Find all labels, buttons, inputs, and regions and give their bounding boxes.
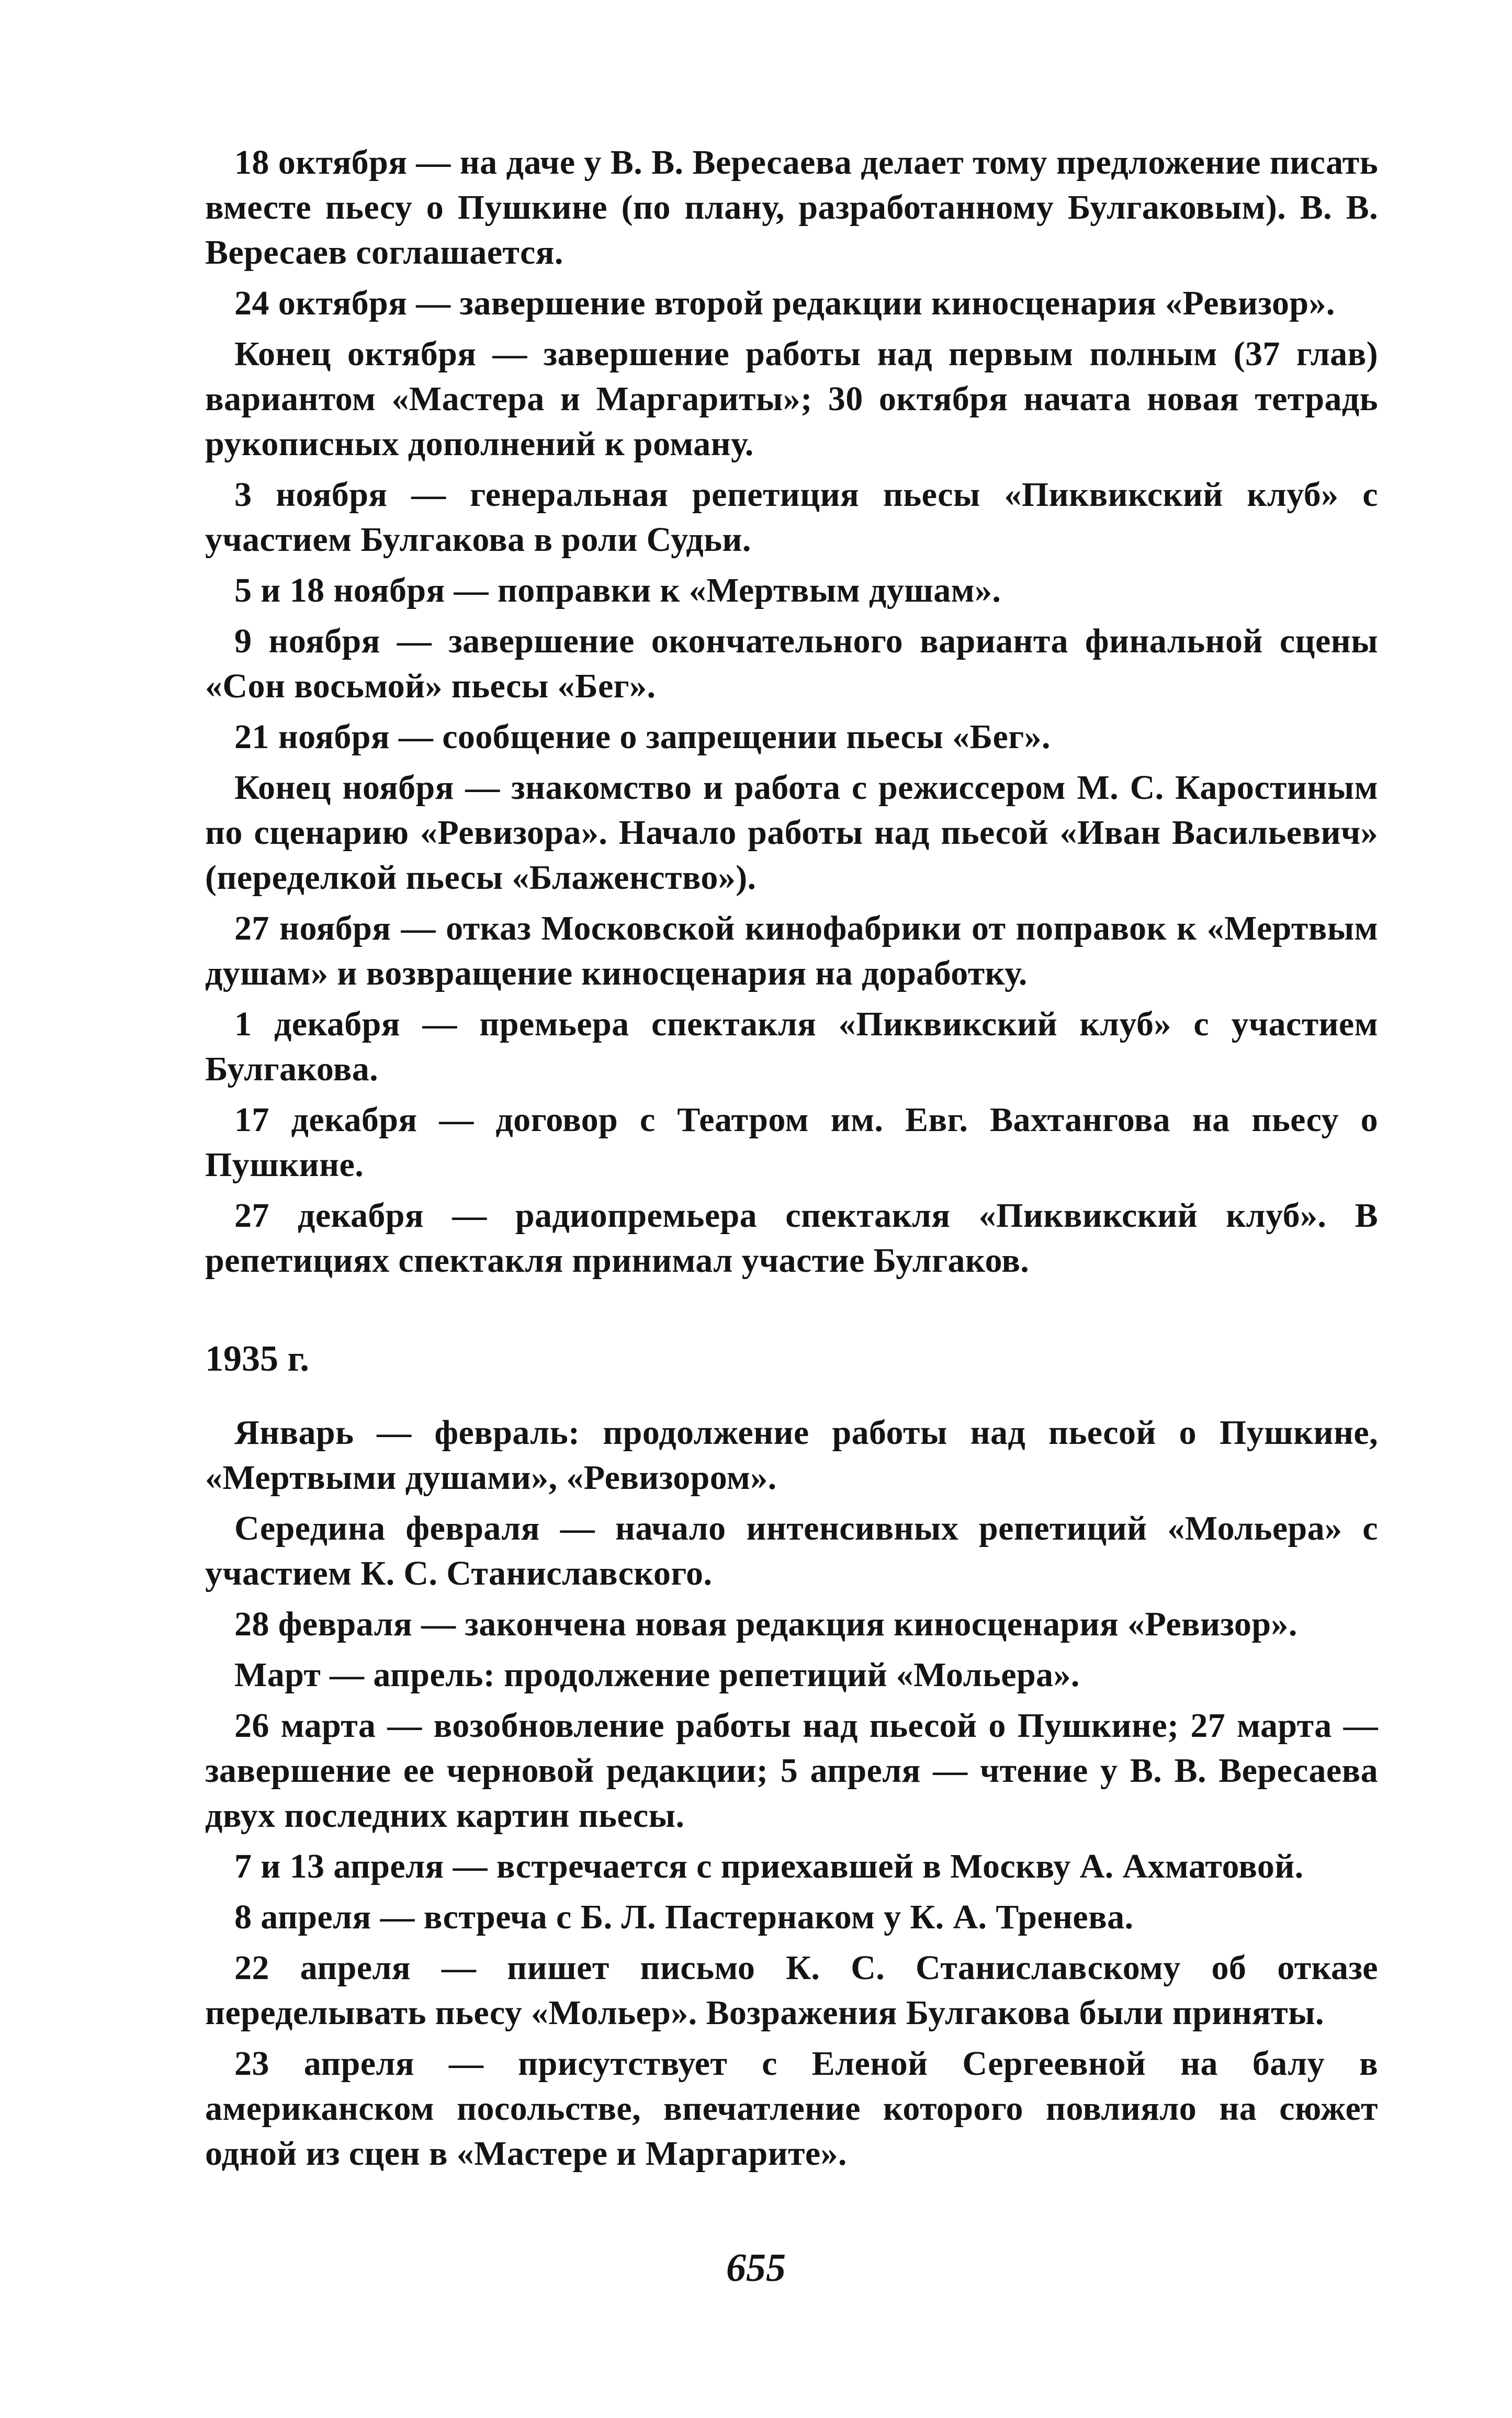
chronology-entry: 28 февраля — закончена новая редакция киносценария «Ревизор».	[234, 1605, 1297, 1643]
chronology-text	[205, 140, 1378, 2182]
chronology-entry: 23 апреля — присутствует с Еленой Сергеевной на балу в американском посольстве, впечатление которого повлияло на сюжет одной из сцен в «Мастере и Маргарите».	[205, 2044, 1378, 2173]
chronology-entry: 17 декабря — договор с Театром им. Евг. Вахтангова на пьесу о Пушкине.	[205, 1101, 1378, 1184]
chronology-entry: 24 октября — завершение второй редакции киносценария «Ревизор».	[234, 284, 1335, 322]
chronology-entry: Конец ноября — знакомство и работа с режиссером М. С. Каростиным по сценарию «Ревизора». Начало работы над пьесой «Иван Васильевич» (переделкой пьесы «Блаженство»).	[205, 769, 1378, 897]
chronology-entry: Середина февраля — начало интенсивных репетиций «Мольера» с участием К. С. Станиславского.	[205, 1509, 1378, 1592]
chronology-entry: 7 и 13 апреля — встречается с приехавшей в Москву А. Ахматовой.	[234, 1847, 1304, 1885]
chronology-entry: Конец октября — завершение работы над первым полным (37 глав) вариантом «Мастера и Маргариты»; 30 октября начата новая тетрадь рукописных дополнений к роману.	[205, 335, 1378, 463]
chronology-entry: 21 ноября — сообщение о запрещении пьесы «Бег».	[234, 718, 1051, 756]
chronology-entry: 27 ноября — отказ Московской кинофабрики от поправок к «Мертвым душам» и возвращение киносценария на доработку.	[205, 909, 1378, 992]
chronology-entry: 26 марта — возобновление работы над пьесой о Пушкине; 27 марта — завершение ее черновой редакции; 5 апреля — чтение у В. В. Вересаева двух последних картин пьесы.	[205, 1707, 1378, 1835]
chronology-entry: 5 и 18 ноября — поправки к «Мертвым душам».	[234, 571, 1001, 609]
chronology-entry: Январь — февраль: продолжение работы над пьесой о Пушкине, «Мертвыми душами», «Ревизором».	[205, 1414, 1378, 1497]
chronology-entry: 1 декабря — премьера спектакля «Пиквикский клуб» с участием Булгакова.	[205, 1005, 1378, 1088]
chronology-entry: 9 ноября — завершение окончательного варианта финальной сцены «Сон восьмой» пьесы «Бег».	[205, 622, 1378, 705]
chronology-entry: Март — апрель: продолжение репетиций «Мольера».	[234, 1656, 1080, 1694]
year-heading: 1935 г.	[205, 1339, 309, 1379]
chronology-entry: 22 апреля — пишет письмо К. С. Станиславскому об отказе переделывать пьесу «Мольер». Возражения Булгакова были приняты.	[205, 1949, 1378, 2032]
entries-1934	[205, 140, 1378, 1283]
chronology-entry: 18 октября — на даче у В. В. Вересаева делает тому предложение писать вместе пьесу о Пушкине (по плану, разработанному Булгаковым). В. В. Вересаев соглашается.	[205, 143, 1378, 272]
chronology-entry: 8 апреля — встреча с Б. Л. Пастернаком у К. А. Тренева.	[234, 1898, 1134, 1936]
entries-1935	[205, 1410, 1378, 2176]
page-number: 655	[726, 2246, 786, 2290]
chronology-entry: 3 ноября — генеральная репетиция пьесы «Пиквикский клуб» с участием Булгакова в роли Судьи.	[205, 476, 1378, 559]
chronology-entry: 27 декабря — радиопремьера спектакля «Пиквикский клуб». В репетициях спектакля принимал участие Булгаков.	[205, 1196, 1378, 1280]
